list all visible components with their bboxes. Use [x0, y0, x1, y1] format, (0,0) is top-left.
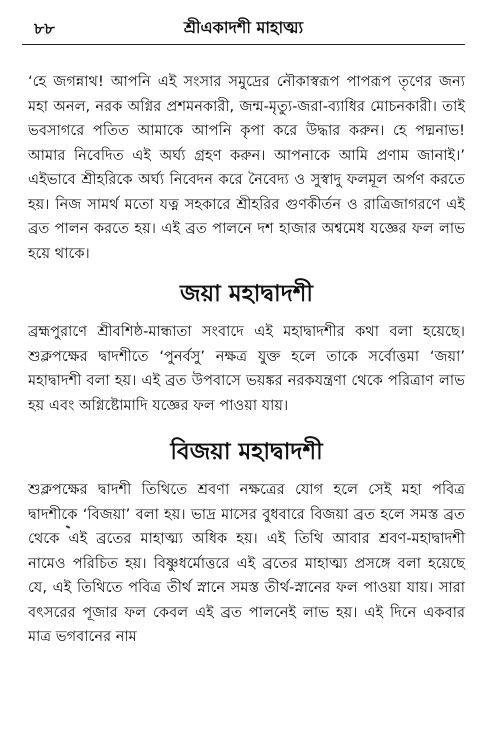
page-header — [22, 8, 465, 45]
vijaya-paragraph: শুক্লপক্ষের দ্বাদশী তিথিতে শ্রবণা নক্ষত্রের যোগ হলে সেই মহা পবিত্র দ্বাদশীকে ‘বিজয়া’ বলা হয়। ভাদ্র মাসের বুধবারে বিজয়া ব্রত হলে সমস্ত ব্রত থেকে এই ব্রতের মাহাত্ম্য অধিক হয়। এই তিথি আবার শ্রবণ-মহাদ্বাদশী নামেও পরিচিত হয়। বিষ্ণুধর্মোত্তরে এই ব্রতের মাহাত্ম্য প্রসঙ্গে বলা হয়েছে যে, এই তিথিতে পবিত্র তীর্থ স্নানে সমস্ত তীর্থ-স্নানের ফল পাওয়া যায়। সারা বৎসরের পূজার ফল কেবল এই ব্রত পালনেই লাভ হয়। এই দিনে একবার মাত্র ভগবানের নাম — [28, 481, 465, 645]
page-number: ৮৮ — [34, 19, 55, 38]
section-heading-jaya: জয়া মহাদ্বাদশী — [180, 281, 313, 307]
running-title: শ্রীএকাদশী মাহাত্ম্য — [183, 18, 304, 37]
jaya-paragraph: ব্রহ্মপুরাণে শ্রীবশিষ্ঠ-মান্ধাতা সংবাদে এই মহাদ্বাদশীর কথা বলা হয়েছে। শুক্লপক্ষের দ্বাদশীতে ‘পুনর্বসু’ নক্ষত্র যুক্ত হলে তাকে সর্বোত্তমা ‘জয়া’ মহাদ্বাদশী বলা হয়। এই ব্রত উপবাসে ভয়ঙ্কর নরকযন্ত্রণা থেকে পরিত্রাণ লাভ হয় এবং অগ্নিষ্টোমাদি যজ্ঞের ফল পাওয়া যায়। — [28, 323, 465, 414]
section-heading-vijaya: বিজয়া মহাদ্বাদশী — [170, 439, 323, 465]
page-body — [28, 70, 465, 650]
intro-paragraph: ‘হে জগন্নাথ! আপনি এই সংসার সমুদ্রের নৌকাস্বরূপ পাপরূপ তৃণের জন্য মহা অনল, নরক অগ্নির প্রশমনকারী, জন্ম-মৃত্যু-জরা-ব্যাধির মোচনকারী। তাই ভবসাগরে পতিত আমাকে আপনি কৃপা করে উদ্ধার করুন। হে পদ্মনাভ! আমার নিবেদিত এই অর্ঘ্য গ্রহণ করুন। আপনাকে আমি প্রণাম জানাই।’ এইভাবে শ্রীহরিকে অর্ঘ্য নিবেদন করে নৈবেদ্য ও সুস্বাদু ফলমূল অর্পণ করতে হয়। নিজ সামর্থ মতো যত্ন সহকারে শ্রীহরির গুণকীর্তন ও রাত্রিজাগরণে এই ব্রত পালন করতে হয়। এই ব্রত পালনে দশ হাজার অশ্বমেধ যজ্ঞের ফল লাভ হয়ে থাকে। — [28, 73, 465, 262]
